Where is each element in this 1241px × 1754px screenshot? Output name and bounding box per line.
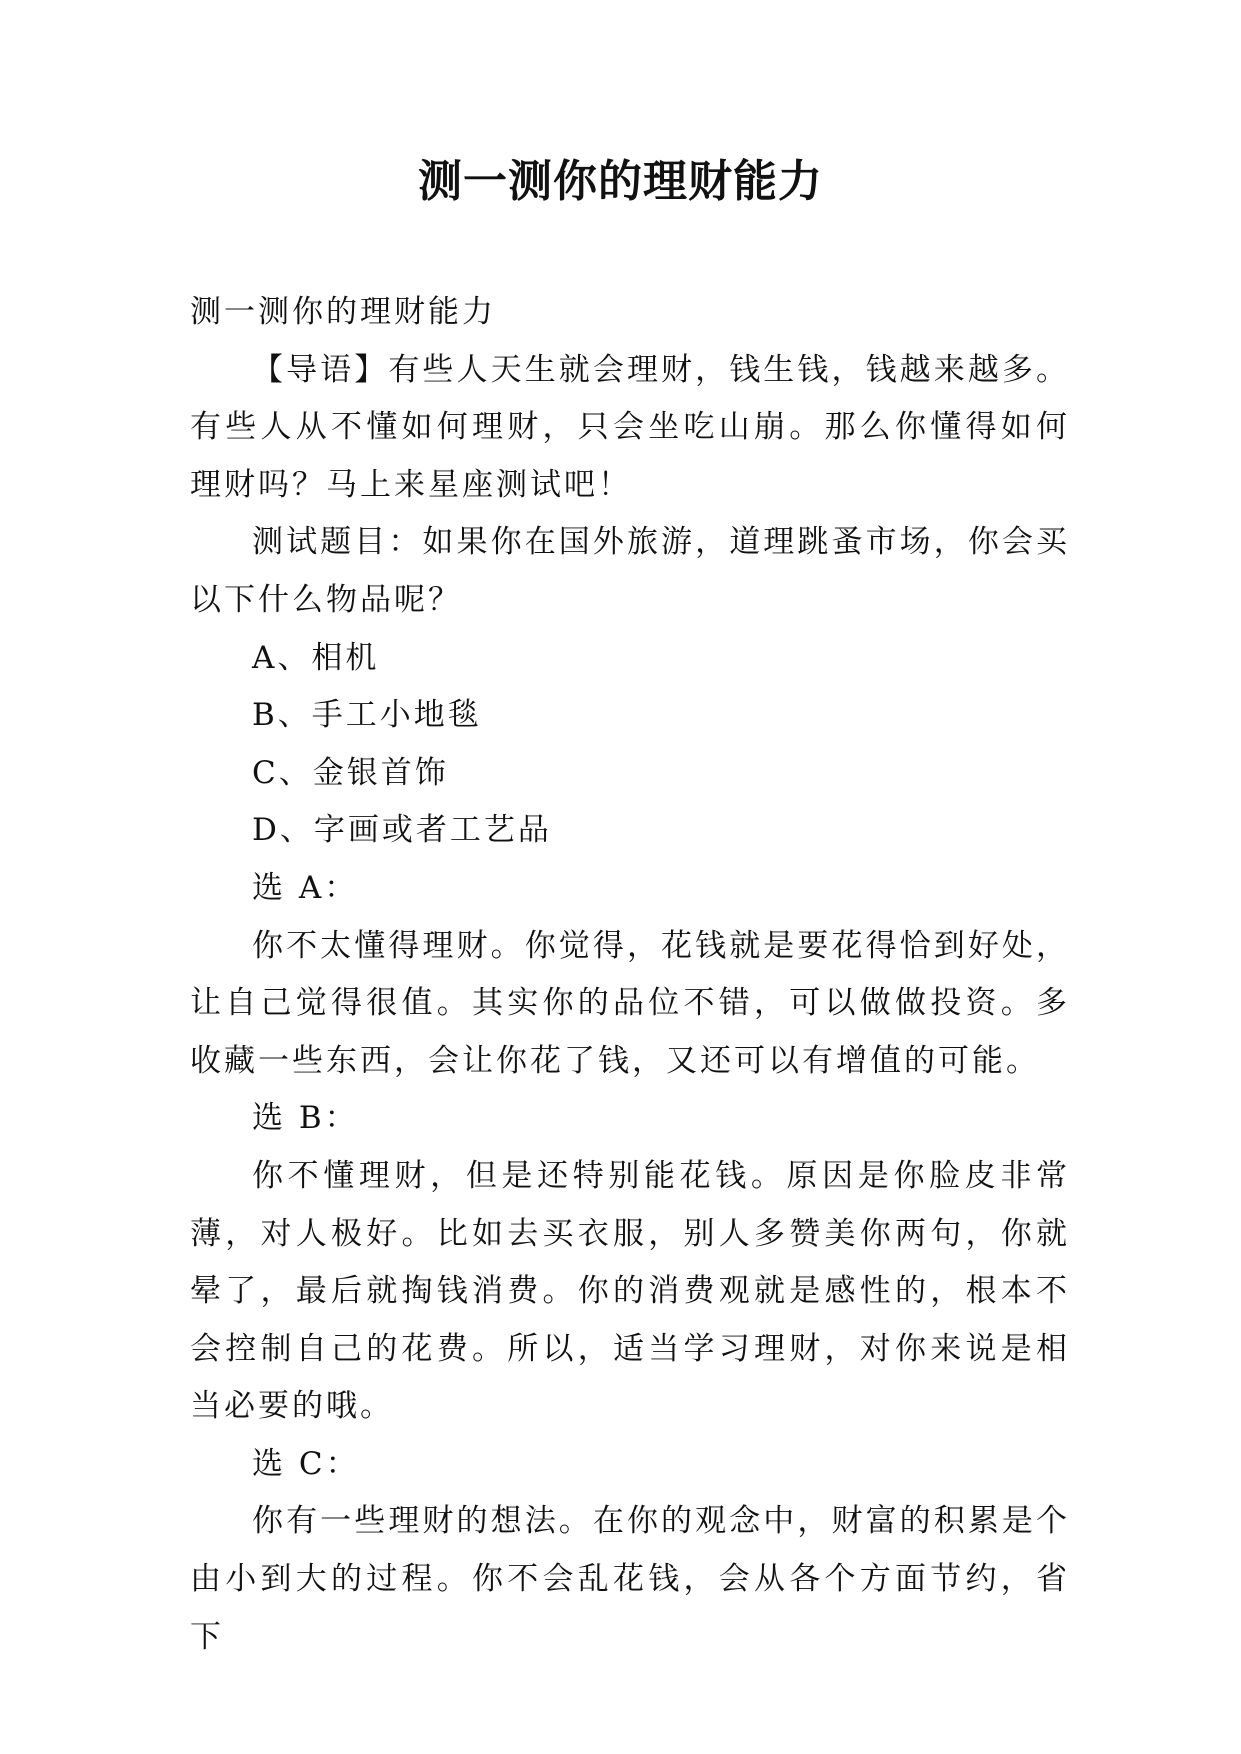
- option-d: D、字画或者工艺品: [252, 812, 552, 849]
- paragraph-intro: 【导语】有些人天生就会理财，钱生钱，钱越来越多。有些人从不懂如何理财，只会坐吃山崩。那么你懂得如何理财吗？马上来星座测试吧！: [190, 351, 1070, 503]
- option-a: A、相机: [252, 639, 380, 676]
- answer-b-heading: 选 B：: [252, 1100, 359, 1137]
- paragraph-question: 测试题目：如果你在国外旅游，道理跳蚤市场，你会买以下什么物品呢？: [190, 524, 1070, 618]
- answer-b-text: 你不懂理财，但是还特别能花钱。原因是你脸皮非常薄，对人极好。比如去买衣服，别人多赞美你两句，你就晕了，最后就掏钱消费。你的消费观就是感性的，根本不会控制自己的花费。所以，适当学习理财，对你来说是相当必要的哦。: [190, 1157, 1070, 1425]
- document-title: 测一测你的理财能力: [418, 156, 823, 207]
- answer-a-heading: 选 A：: [252, 869, 359, 906]
- paragraph-heading: 测一测你的理财能力: [190, 294, 496, 330]
- option-c: C、金银首饰: [252, 754, 449, 791]
- option-b: B、手工小地毯: [252, 697, 482, 734]
- answer-c-heading: 选 C：: [252, 1445, 360, 1482]
- document-body: [190, 284, 1070, 1666]
- answer-c-text: 你有一些理财的想法。在你的观念中，财富的积累是个由小到大的过程。你不会乱花钱，会从各个方面节约，省下: [190, 1503, 1070, 1655]
- answer-a-text: 你不太懂得理财。你觉得，花钱就是要花得恰到好处，让自己觉得很值。其实你的品位不错，可以做做投资。多收藏一些东西，会让你花了钱，又还可以有增值的可能。: [190, 927, 1070, 1079]
